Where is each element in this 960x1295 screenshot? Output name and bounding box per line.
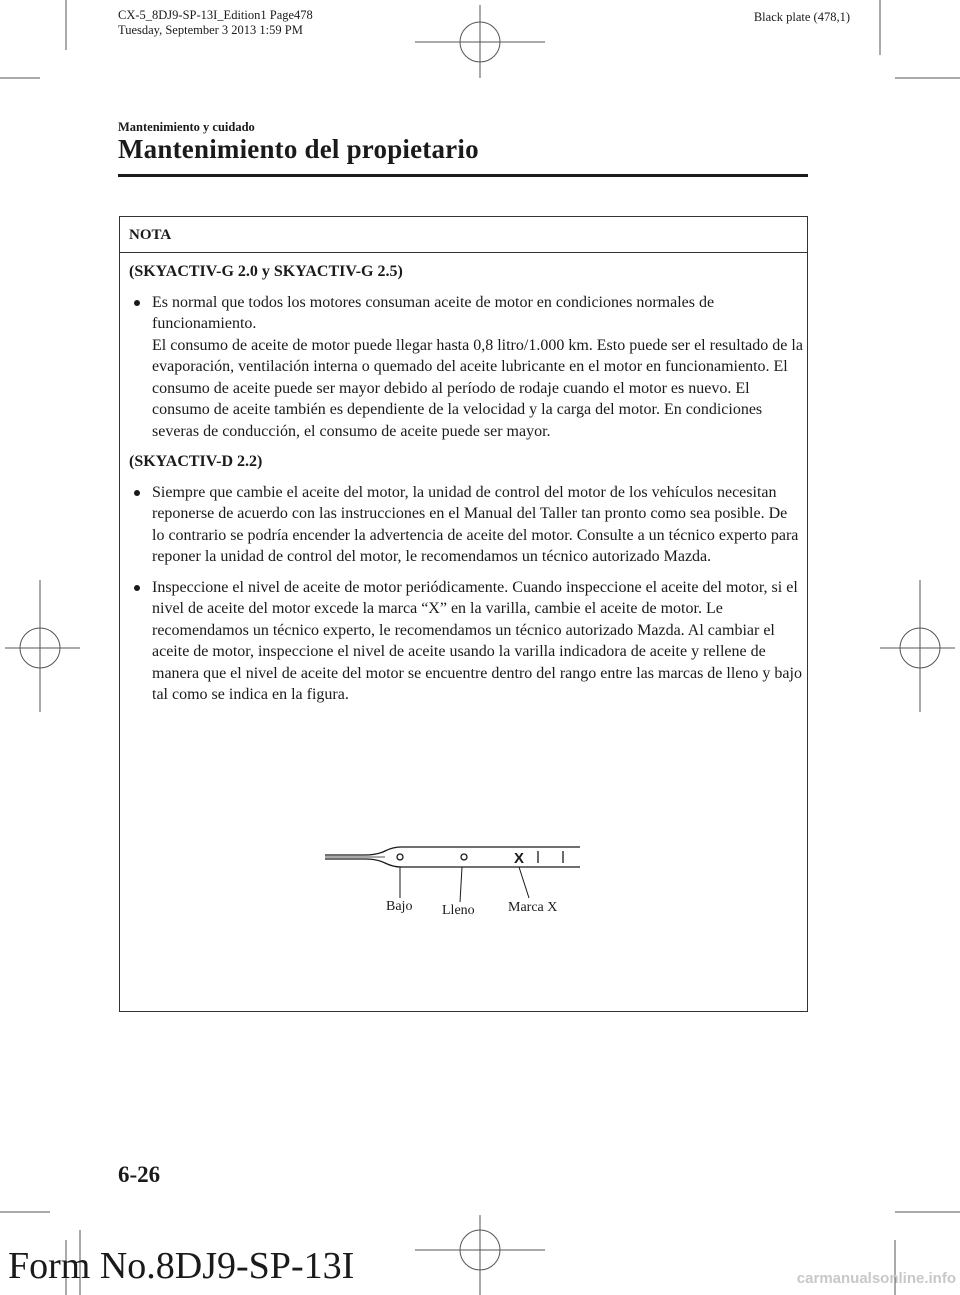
bullet-dot-icon <box>134 585 140 591</box>
watermark: carmanualsonline.info <box>796 1270 956 1287</box>
note-bullet <box>129 292 807 443</box>
label-low: Bajo <box>386 899 413 914</box>
page-title: Mantenimiento del propietario <box>118 134 479 164</box>
note-heading: NOTA <box>120 217 807 253</box>
bullet-text: Siempre que cambie el aceite del motor, la unidad de control del motor de los vehículos necesitan reponerse de acuerdo con las instrucciones en el Manual del Taller tan pronto como sea posible. De lo contrario se podría encender la advertencia de aceite del motor. Consulte a un técnico experto para reponer la unidad de control del motor, le recomendamos un técnico autorizado Mazda. <box>152 483 799 565</box>
leader-line-x <box>519 867 529 898</box>
low-mark-icon <box>397 854 403 860</box>
footer-form-number: Form No.8DJ9-SP-13I <box>8 1245 355 1287</box>
bullet-dot-icon <box>134 300 140 306</box>
dipstick-outline <box>325 847 580 855</box>
print-header-file: CX-5_8DJ9-SP-13I_Edition1 Page478 <box>118 8 313 22</box>
bullet-text: Es normal que todos los motores consuman aceite de motor en condiciones normales de funcionamiento. <box>152 293 715 332</box>
note-bullet <box>129 482 807 568</box>
bullet-dot-icon <box>134 490 140 496</box>
dipstick-figure <box>325 838 585 928</box>
title-rule <box>118 174 808 177</box>
note-subheading-diesel: (SKYACTIV-D 2.2) <box>129 453 263 470</box>
note-bullet <box>129 577 807 706</box>
x-mark-glyph: X <box>514 850 525 867</box>
bullet-text: El consumo de aceite de motor puede llegar hasta 0,8 litro/1.000 km. Esto puede ser el resultado de la evaporación, ventilación interna o quemado del aceite lubricante en el motor en funcionamiento. El consumo de aceite puede ser mayor debido al período de rodaje cuando el motor es nuevo. El consumo de aceite también es dependiente de la velocidad y la carga del motor. En condiciones severas de conducción, el consumo de aceite puede ser mayor. <box>152 336 803 440</box>
note-body <box>120 253 807 706</box>
print-header <box>118 8 313 38</box>
print-header-date: Tuesday, September 3 2013 1:59 PM <box>118 23 303 37</box>
dipstick-outline <box>325 859 580 867</box>
leader-line-full <box>460 867 462 902</box>
plate-label: Black plate (478,1) <box>753 10 850 24</box>
bullet-text: Inspeccione el nivel de aceite de motor periódicamente. Cuando inspeccione el aceite del motor, si el nivel de aceite del motor excede la marca “X” en la varilla, cambie el aceite de motor. Le recomendamos un técnico experto, le recomendamos un técnico autorizado Mazda. Al cambiar el aceite de motor, inspeccione el nivel de aceite usando la varilla indicadora de aceite y rellene de manera que el nivel de aceite del motor se encuentre dentro del rango entre las marcas de lleno y bajo tal como se indica en la figura. <box>152 578 802 703</box>
note-subheading-gasoline: (SKYACTIV-G 2.0 y SKYACTIV-G 2.5) <box>129 263 403 280</box>
label-x-mark: Marca X <box>508 900 558 915</box>
full-mark-icon <box>461 854 467 860</box>
page-number: 6-26 <box>118 1162 161 1187</box>
label-full: Lleno <box>442 903 475 918</box>
section-label: Mantenimiento y cuidado <box>118 120 255 134</box>
